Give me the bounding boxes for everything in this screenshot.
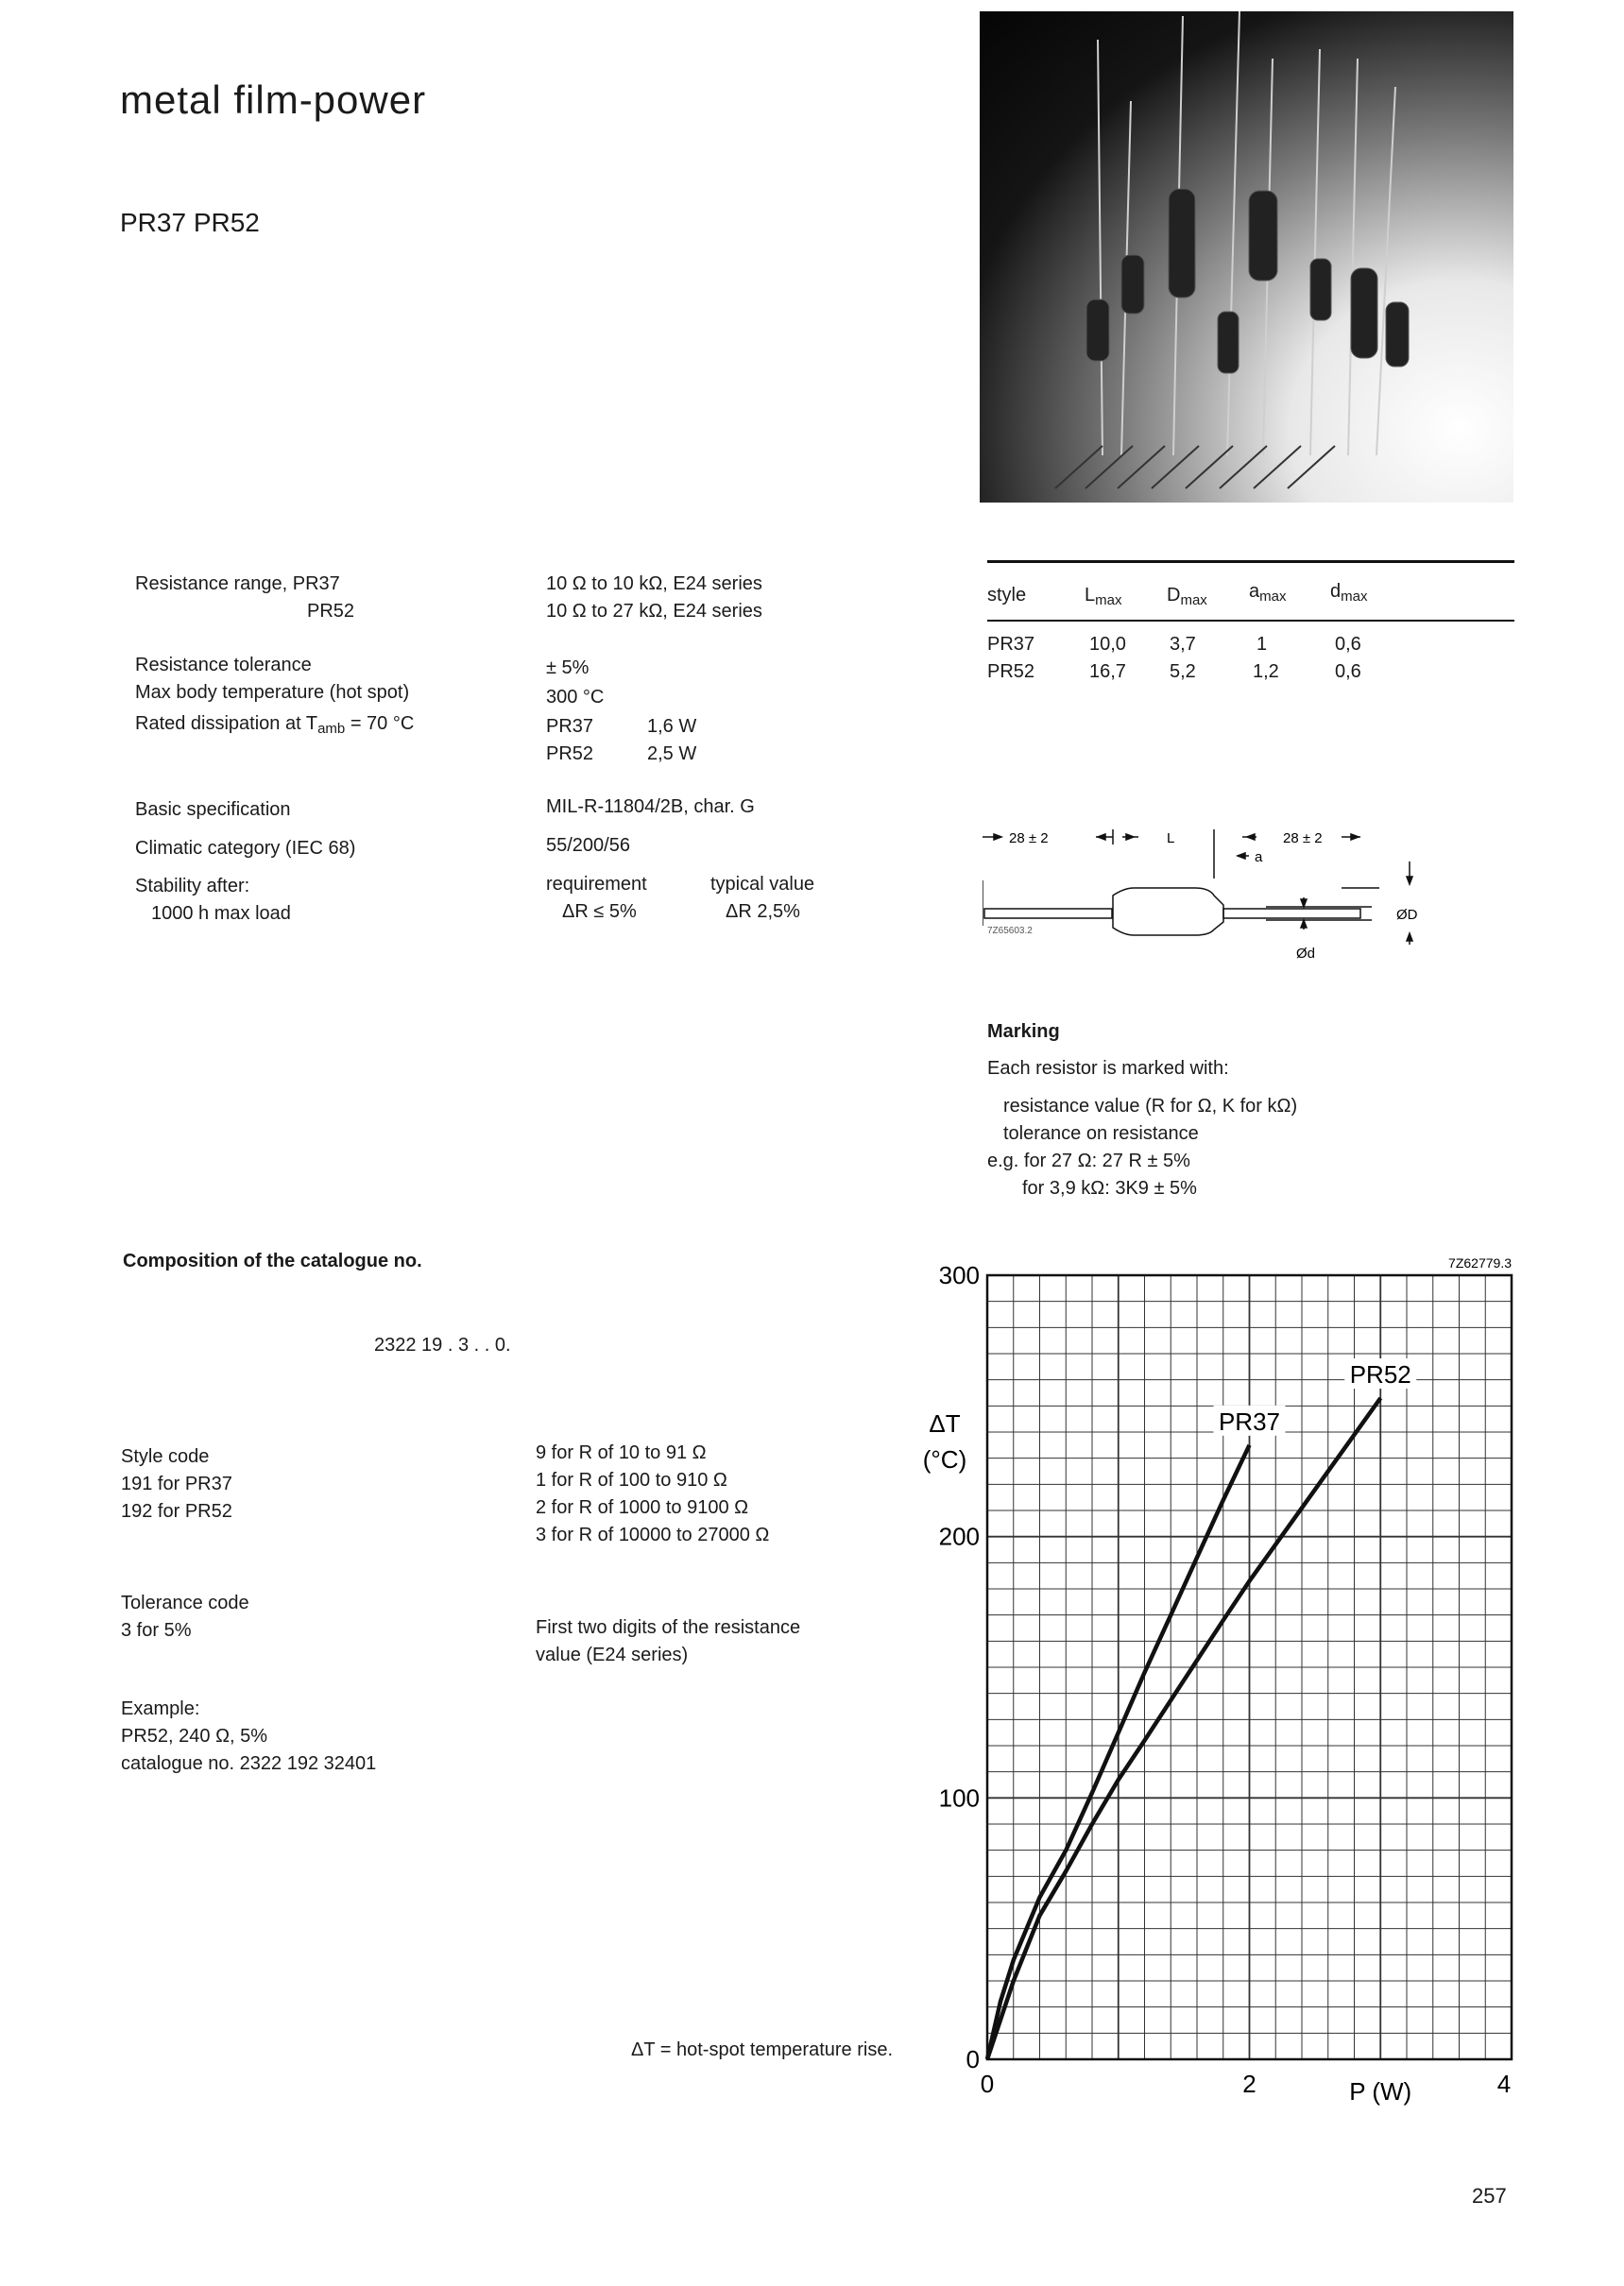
spec-label-basic-spec: Basic specification xyxy=(135,799,291,820)
range-code-3: 3 for R of 10000 to 27000 Ω xyxy=(536,1525,770,1545)
dim-row-pr52-d: 5,2 xyxy=(1170,661,1196,682)
page-number: 257 xyxy=(1472,2184,1507,2208)
stability-requirement-heading: requirement xyxy=(546,874,647,895)
marking-example-2: for 3,9 kΩ: 3K9 ± 5% xyxy=(1022,1178,1197,1199)
dim-header-style: style xyxy=(987,585,1027,606)
temperature-rise-chart xyxy=(897,1237,1540,2116)
spec-value-range-pr37: 10 Ω to 10 kΩ, E24 series xyxy=(546,573,762,594)
dim-header-dmax: $D_{max}$ xyxy=(1167,585,1207,608)
table-top-rule xyxy=(987,560,1514,563)
spec-value-range-pr52: 10 Ω to 27 kΩ, E24 series xyxy=(546,601,762,622)
drawing-lead-left-label: 28 ± 2 xyxy=(1009,830,1049,846)
drawing-a-label: a xyxy=(1255,849,1263,865)
range-code-9: 9 for R of 10 to 91 Ω xyxy=(536,1442,707,1463)
spec-value-dissipation-pr52: 2,5 W xyxy=(647,743,697,764)
product-photo xyxy=(980,11,1513,503)
series-label-pr37: PR37 xyxy=(1218,1407,1281,1436)
tolerance-code-value: 3 for 5% xyxy=(121,1620,192,1641)
y-axis-unit: (°C) xyxy=(922,1445,967,1474)
digits-note-2: value (E24 series) xyxy=(536,1645,689,1665)
x-tick-label: 0 xyxy=(980,2070,995,2098)
footnote: ΔT = hot-spot temperature rise. xyxy=(631,2039,894,2060)
series-line-pr52 xyxy=(987,1398,1380,2059)
spec-label-max-temp: Max body temperature (hot spot) xyxy=(135,682,410,703)
spec-value-max-temp: 300 °C xyxy=(546,687,605,708)
y-tick-label: 300 xyxy=(938,1261,980,1289)
dim-row-pr52-dlead: 0,6 xyxy=(1335,661,1361,682)
drawing-code: 7Z65603.2 xyxy=(987,926,1033,936)
spec-value-dissipation-pr37: 1,6 W xyxy=(647,716,697,737)
drawing-diameter-body-label: ØD xyxy=(1396,907,1418,923)
drawing-body-label: L xyxy=(1167,830,1175,846)
marking-intro: Each resistor is marked with: xyxy=(987,1058,1229,1079)
spec-label-stability-load: 1000 h max load xyxy=(151,903,291,924)
dim-row-pr37-l: 10,0 xyxy=(1089,634,1126,655)
page-title: metal film-power xyxy=(120,77,427,122)
marking-example-1: e.g. for 27 Ω: 27 R ± 5% xyxy=(987,1151,1190,1171)
stability-typical-value: ΔR 2,5% xyxy=(726,901,800,922)
marking-line-value: resistance value (R for Ω, K for kΩ) xyxy=(1003,1096,1298,1117)
catalogue-heading: Composition of the catalogue no. xyxy=(123,1251,422,1271)
series-label-pr52: PR52 xyxy=(1349,1360,1411,1390)
spec-value-dissipation-pr37-type: PR37 xyxy=(546,716,594,737)
spec-label-tolerance: Resistance tolerance xyxy=(135,655,312,675)
spec-value-climatic: 55/200/56 xyxy=(546,835,630,856)
x-tick-label: 4 xyxy=(1496,2070,1512,2098)
x-tick-label: 2 xyxy=(1242,2070,1256,2098)
spec-value-basic-spec: MIL-R-11804/2B, char. G xyxy=(546,796,755,817)
spec-value-tolerance: ± 5% xyxy=(546,657,590,678)
example-heading: Example: xyxy=(121,1698,200,1719)
spec-label-range-pr37: Resistance range, PR37 xyxy=(135,573,340,594)
dim-header-lmax: $L_{max}$ xyxy=(1085,585,1122,608)
y-tick-label: 100 xyxy=(938,1783,980,1813)
catalogue-pattern: 2322 19 . 3 . . 0. xyxy=(374,1335,511,1356)
tolerance-code-heading: Tolerance code xyxy=(121,1593,249,1613)
spec-label-stability: Stability after: xyxy=(135,876,250,896)
type-numbers: PR37 PR52 xyxy=(120,208,260,237)
style-code-heading: Style code xyxy=(121,1446,210,1467)
y-tick-label: 0 xyxy=(966,2045,980,2073)
dim-row-pr37-style: PR37 xyxy=(987,634,1035,655)
chart-code: 7Z62779.3 xyxy=(1448,1255,1512,1271)
example-type: PR52, 240 Ω, 5% xyxy=(121,1726,268,1747)
spec-label-range-pr52: PR52 xyxy=(307,601,355,622)
dim-row-pr37-dlead: 0,6 xyxy=(1335,634,1361,655)
dim-header-dmax-lead: $d_{max}$ xyxy=(1330,581,1368,605)
dim-row-pr37-a: 1 xyxy=(1256,634,1268,655)
y-tick-label: 200 xyxy=(938,1522,980,1551)
marking-line-tolerance: tolerance on resistance xyxy=(1003,1123,1199,1144)
digits-note-1: First two digits of the resistance xyxy=(536,1617,801,1638)
example-catalogue-no: catalogue no. 2322 192 32401 xyxy=(121,1753,377,1774)
dimension-drawing xyxy=(983,822,1427,973)
spec-label-climatic: Climatic category (IEC 68) xyxy=(135,838,356,859)
x-axis-label: P (W) xyxy=(1349,2077,1412,2106)
spec-value-dissipation-pr52-type: PR52 xyxy=(546,743,594,764)
dim-header-amax: $a_{max}$ xyxy=(1249,581,1287,605)
table-header-rule xyxy=(987,620,1514,622)
dim-row-pr52-a: 1,2 xyxy=(1253,661,1279,682)
style-code-pr52: 192 for PR52 xyxy=(121,1501,232,1522)
range-code-2: 2 for R of 1000 to 9100 Ω xyxy=(536,1497,749,1518)
stability-typical-heading: typical value xyxy=(710,874,815,895)
dim-row-pr52-l: 16,7 xyxy=(1089,661,1126,682)
drawing-diameter-lead-label: Ød xyxy=(1296,946,1316,962)
style-code-pr37: 191 for PR37 xyxy=(121,1474,232,1494)
y-axis-label: ΔT xyxy=(929,1409,961,1438)
chart-grid xyxy=(987,1275,1512,2059)
stability-requirement-value: ΔR ≤ 5% xyxy=(562,901,637,922)
dim-row-pr37-d: 3,7 xyxy=(1170,634,1196,655)
drawing-lead-right-label: 28 ± 2 xyxy=(1283,830,1323,846)
range-code-1: 1 for R of 100 to 910 Ω xyxy=(536,1470,727,1491)
dim-row-pr52-style: PR52 xyxy=(987,661,1035,682)
resistors-illustration xyxy=(980,11,1513,503)
marking-heading: Marking xyxy=(987,1021,1060,1042)
spec-label-dissipation: Rated dissipation at $T_{amb} = 70$ °C xyxy=(135,713,415,737)
